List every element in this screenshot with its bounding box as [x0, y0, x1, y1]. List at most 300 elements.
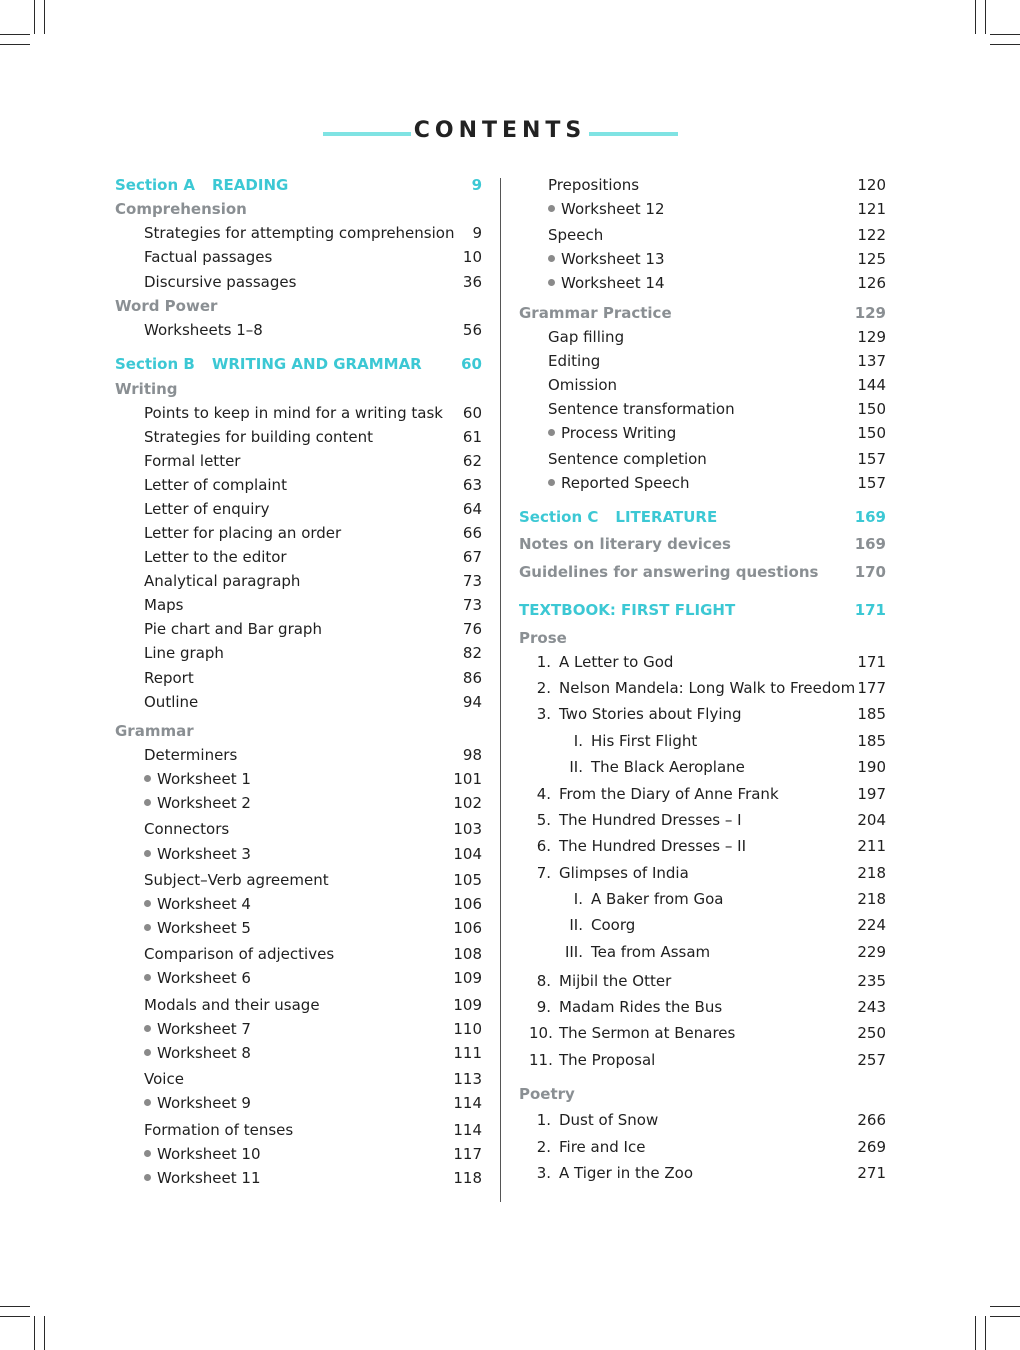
crop-mark	[0, 1316, 30, 1317]
toc-entry-title	[144, 546, 287, 568]
toc-entry-title	[144, 1143, 261, 1165]
entry-number: 3.	[536, 705, 551, 723]
entry-label: Formation of tenses	[144, 1121, 294, 1139]
page-number: 67	[462, 548, 482, 566]
toc-entry	[115, 594, 482, 616]
toc-entry-title	[548, 198, 665, 220]
toc-entry-title	[144, 618, 322, 640]
toc-entry	[115, 474, 482, 496]
page-title: CONTENTS	[413, 118, 587, 143]
crop-mark	[34, 0, 35, 34]
crop-mark	[975, 0, 976, 34]
toc-entry	[115, 319, 482, 341]
page-number: 63	[462, 476, 482, 494]
toc-entry	[519, 374, 886, 396]
page-number: 204	[857, 811, 886, 829]
page-number: 211	[857, 837, 886, 855]
section-prefix: Section A	[115, 176, 195, 194]
toc-entry	[115, 222, 482, 244]
toc-entry	[519, 398, 886, 420]
entry-label: Factual passages	[144, 248, 273, 266]
entry-label: Guidelines for answering questions	[519, 563, 819, 581]
toc-section-heading	[115, 353, 482, 375]
toc-entry-title	[529, 1109, 658, 1131]
page-number: 9	[471, 176, 482, 194]
entry-label: Subject–Verb agreement	[144, 871, 329, 889]
bullet-entry-label: Worksheet 1	[144, 770, 251, 788]
crop-mark	[975, 1316, 976, 1350]
entry-label: Outline	[144, 693, 199, 711]
toc-entry-title	[144, 994, 320, 1016]
crop-mark	[0, 44, 30, 45]
entry-number: 10.	[529, 1024, 553, 1042]
entry-number: 5.	[536, 811, 551, 829]
toc-entry-title	[144, 426, 373, 448]
toc-entry-title	[548, 224, 603, 246]
entry-label: Determiners	[144, 746, 238, 764]
toc-entry-title	[548, 374, 617, 396]
page-number: 129	[857, 328, 886, 346]
entry-label: Two Stories about Flying	[559, 705, 742, 723]
page-number: 82	[462, 644, 482, 662]
page-number: 177	[857, 679, 886, 697]
entry-label: Prepositions	[548, 176, 640, 194]
section-prefix: Section B	[115, 355, 195, 373]
toc-entry-title	[529, 677, 855, 699]
page-number: 94	[462, 693, 482, 711]
entry-label: Word Power	[115, 297, 218, 315]
toc-entry	[115, 893, 482, 915]
bullet-entry-label: Worksheet 11	[144, 1169, 261, 1187]
entry-label: Modals and their usage	[144, 996, 320, 1014]
entry-label: Sentence completion	[548, 450, 707, 468]
toc-entry	[115, 818, 482, 840]
page-number: 60	[462, 404, 482, 422]
page-number: 117	[453, 1145, 482, 1163]
page-number: 170	[854, 563, 886, 581]
page-number: 126	[857, 274, 886, 292]
page-number: 104	[453, 845, 482, 863]
page-number: 243	[857, 998, 886, 1016]
toc-entry	[115, 1018, 482, 1040]
entry-number: 2.	[536, 679, 551, 697]
toc-entry	[115, 1042, 482, 1064]
page-number: 106	[453, 895, 482, 913]
entry-label: Grammar Practice	[519, 304, 672, 322]
toc-entry	[115, 869, 482, 891]
toc-entry-title	[529, 835, 746, 857]
page-number: 171	[854, 601, 886, 619]
entry-label: Formal letter	[144, 452, 241, 470]
page-number: 122	[857, 226, 886, 244]
toc-entry-title	[529, 1049, 655, 1071]
bullet-entry-label: Worksheet 6	[144, 969, 251, 987]
toc-entry	[519, 1022, 886, 1044]
page-number: 121	[857, 200, 886, 218]
bullet-entry-label: Worksheet 7	[144, 1020, 251, 1038]
toc-entry-title	[529, 809, 742, 831]
toc-entry	[115, 246, 482, 268]
entry-label: The Sermon at Benares	[559, 1024, 736, 1042]
entry-label: A Baker from Goa	[591, 890, 724, 908]
entry-label: A Tiger in the Zoo	[559, 1164, 694, 1182]
toc-entry	[519, 651, 886, 673]
toc-entry-title	[553, 914, 635, 936]
entry-number: 4.	[536, 785, 551, 803]
entry-number: I.	[573, 732, 583, 750]
page-number: 266	[857, 1111, 886, 1129]
toc-entry-title	[144, 1119, 293, 1141]
toc-entry-title	[144, 498, 269, 520]
toc-entry-title	[548, 398, 735, 420]
toc-entry	[519, 756, 886, 778]
toc-entry	[519, 272, 886, 294]
entry-label: Connectors	[144, 820, 230, 838]
bullet-entry-label: Worksheet 10	[144, 1145, 261, 1163]
toc-entry-title	[548, 448, 707, 470]
toc-entry	[115, 522, 482, 544]
page-number: 120	[857, 176, 886, 194]
page-number: 114	[453, 1121, 482, 1139]
entry-label: Comprehension	[115, 200, 247, 218]
section-prefix: Section C	[519, 508, 599, 526]
bullet-entry-label: Worksheet 4	[144, 895, 251, 913]
entry-label: Discursive passages	[144, 273, 297, 291]
toc-entry	[519, 809, 886, 831]
section-label: LITERATURE	[615, 508, 718, 526]
bullet-entry-label: Worksheet 12	[548, 200, 665, 218]
toc-entry	[519, 326, 886, 348]
toc-subheading	[519, 627, 886, 649]
entry-number: II.	[569, 916, 583, 934]
toc-entry-title	[553, 730, 697, 752]
toc-entry	[115, 426, 482, 448]
toc-entry-title	[519, 1083, 575, 1105]
bullet-entry-label: Reported Speech	[548, 474, 690, 492]
toc-entry	[519, 198, 886, 220]
toc-entry-title	[115, 353, 422, 375]
page-number: 224	[857, 916, 886, 934]
toc-entry	[519, 888, 886, 910]
toc-entry-title	[144, 271, 296, 293]
toc-entry-title	[144, 792, 251, 814]
page-number: 9	[472, 224, 482, 242]
toc-entry-title	[553, 941, 710, 963]
toc-entry	[115, 546, 482, 568]
entry-label: Prose	[519, 629, 567, 647]
entry-label: Omission	[548, 376, 618, 394]
entry-label: Madam Rides the Bus	[559, 998, 723, 1016]
toc-entry	[115, 792, 482, 814]
crop-mark	[990, 1316, 1020, 1317]
toc-entry	[115, 402, 482, 424]
toc-entry	[519, 783, 886, 805]
toc-entry	[519, 730, 886, 752]
toc-entry	[115, 917, 482, 939]
crop-mark	[985, 1316, 986, 1350]
entry-label: Letter to the editor	[144, 548, 287, 566]
entry-label: Letter of enquiry	[144, 500, 270, 518]
entry-label: Line graph	[144, 644, 224, 662]
entry-label: Pie chart and Bar graph	[144, 620, 322, 638]
entry-label: Gap filling	[548, 328, 625, 346]
toc-entry	[519, 248, 886, 270]
page-number: 235	[857, 972, 886, 990]
page-number: 190	[857, 758, 886, 776]
toc-entry-title	[144, 843, 251, 865]
toc-entry	[115, 768, 482, 790]
toc-entry-title	[519, 533, 731, 555]
toc-entry-title	[519, 302, 672, 324]
entry-label: Poetry	[519, 1085, 575, 1103]
page-number: 150	[857, 400, 886, 418]
page-number: 157	[857, 450, 886, 468]
toc-entry	[519, 448, 886, 470]
toc-entry-title	[144, 1018, 251, 1040]
page-number: 61	[462, 428, 482, 446]
entry-label: Tea from Assam	[591, 943, 711, 961]
toc-entry	[115, 691, 482, 713]
entry-label: Coorg	[591, 916, 636, 934]
toc-entry-title	[553, 756, 745, 778]
crop-mark	[0, 34, 30, 35]
page-number: 125	[857, 250, 886, 268]
section-label: TEXTBOOK: FIRST FLIGHT	[519, 601, 736, 619]
toc-entry	[519, 1049, 886, 1071]
page-number: 109	[453, 996, 482, 1014]
toc-entry-title	[519, 599, 735, 621]
toc-entry-title	[519, 561, 818, 583]
page-number: 109	[453, 969, 482, 987]
page-number: 144	[857, 376, 886, 394]
toc-entry-title	[548, 422, 676, 444]
toc-subheading	[519, 533, 886, 555]
bullet-entry-label: Process Writing	[548, 424, 676, 442]
page-number: 76	[462, 620, 482, 638]
crop-mark	[44, 0, 45, 34]
toc-entry-title	[115, 720, 194, 742]
page-number: 86	[462, 669, 482, 687]
toc-entry-title	[548, 248, 665, 270]
toc-entry-title	[144, 917, 251, 939]
toc-subheading	[519, 1083, 886, 1105]
toc-entry	[519, 970, 886, 992]
toc-entry	[115, 667, 482, 689]
toc-entry	[519, 1136, 886, 1158]
toc-entry	[115, 943, 482, 965]
toc-entry-title	[144, 222, 454, 244]
toc-entry-title	[548, 174, 639, 196]
section-label: WRITING AND GRAMMAR	[211, 355, 422, 373]
page-number: 169	[854, 508, 886, 526]
toc-entry	[519, 1162, 886, 1184]
entry-label: Worksheets 1–8	[144, 321, 263, 339]
toc-entry	[115, 994, 482, 1016]
crop-mark	[990, 44, 1020, 45]
entry-label: Comparison of adjectives	[144, 945, 335, 963]
entry-label: Analytical paragraph	[144, 572, 301, 590]
entry-number: 6.	[536, 837, 551, 855]
toc-subheading	[115, 198, 482, 220]
toc-entry	[519, 835, 886, 857]
entry-label: Nelson Mandela: Long Walk to Freedom	[559, 679, 856, 697]
entry-label: Report	[144, 669, 194, 687]
toc-entry-title	[144, 691, 198, 713]
toc-subheading	[115, 378, 482, 400]
entry-label: The Hundred Dresses – I	[559, 811, 742, 829]
toc-entry-title	[529, 703, 742, 725]
toc-entry-title	[548, 472, 690, 494]
page-number: 171	[857, 653, 886, 671]
toc-subheading	[519, 302, 886, 324]
toc-entry-title	[529, 651, 673, 673]
toc-entry	[115, 450, 482, 472]
toc-entry	[519, 224, 886, 246]
toc-entry-title	[548, 326, 624, 348]
page-number: 137	[857, 352, 886, 370]
entry-label: Editing	[548, 352, 601, 370]
bullet-entry-label: Worksheet 14	[548, 274, 665, 292]
page-number: 229	[857, 943, 886, 961]
page-number: 269	[857, 1138, 886, 1156]
page-number: 185	[857, 732, 886, 750]
toc-entry	[519, 996, 886, 1018]
entry-number: 2.	[536, 1138, 551, 1156]
page-number: 113	[453, 1070, 482, 1088]
entry-label: His First Flight	[591, 732, 698, 750]
page-number: 114	[453, 1094, 482, 1112]
page-number: 185	[857, 705, 886, 723]
toc-entry-title	[519, 627, 567, 649]
page-number: 169	[854, 535, 886, 553]
toc-entry-title	[529, 783, 779, 805]
toc-entry	[519, 174, 886, 196]
page-number: 111	[453, 1044, 482, 1062]
page-number: 105	[453, 871, 482, 889]
page-number: 110	[453, 1020, 482, 1038]
entry-label: Voice	[144, 1070, 184, 1088]
entry-label: Notes on literary devices	[519, 535, 731, 553]
entry-number: 11.	[529, 1051, 553, 1069]
toc-entry	[115, 1119, 482, 1141]
title-bar-right	[589, 132, 678, 136]
page-number: 62	[462, 452, 482, 470]
toc-entry-title	[144, 1042, 251, 1064]
toc-entry	[115, 642, 482, 664]
toc-entry-title	[548, 272, 665, 294]
toc-entry-title	[115, 378, 178, 400]
toc-entry	[519, 941, 886, 963]
toc-entry-title	[144, 818, 229, 840]
page-number: 73	[462, 596, 482, 614]
entry-number: I.	[573, 890, 583, 908]
page-number: 118	[453, 1169, 482, 1187]
page-number: 218	[857, 890, 886, 908]
toc-entry	[115, 1068, 482, 1090]
bullet-entry-label: Worksheet 2	[144, 794, 251, 812]
entry-label: Grammar	[115, 722, 194, 740]
toc-entry	[115, 1092, 482, 1114]
entry-label: The Hundred Dresses – II	[559, 837, 747, 855]
entry-number: 7.	[536, 864, 551, 882]
toc-entry	[115, 1167, 482, 1189]
toc-entry-title	[529, 1022, 735, 1044]
entry-number: 1.	[536, 1111, 551, 1129]
toc-entry	[519, 914, 886, 936]
toc-entry-title	[144, 943, 334, 965]
page-number: 103	[453, 820, 482, 838]
page-number: 73	[462, 572, 482, 590]
page-number: 101	[453, 770, 482, 788]
toc-entry	[519, 862, 886, 884]
bullet-entry-label: Worksheet 8	[144, 1044, 251, 1062]
page-number: 102	[453, 794, 482, 812]
crop-mark	[0, 1306, 30, 1307]
entry-label: Points to keep in mind for a writing task	[144, 404, 443, 422]
page-number: 257	[857, 1051, 886, 1069]
toc-entry-title	[144, 474, 287, 496]
entry-label: From the Diary of Anne Frank	[559, 785, 779, 803]
toc-entry	[519, 677, 886, 699]
entry-label: Maps	[144, 596, 184, 614]
toc-entry-title	[144, 893, 251, 915]
entry-number: 1.	[536, 653, 551, 671]
toc-entry	[115, 271, 482, 293]
toc-entry-title	[144, 319, 263, 341]
toc-entry	[115, 570, 482, 592]
toc-section-heading	[519, 506, 886, 528]
toc-entry	[115, 744, 482, 766]
toc-entry-title	[144, 642, 224, 664]
entry-number: 9.	[536, 998, 551, 1016]
toc-entry-title	[115, 174, 288, 196]
column-divider	[500, 178, 501, 1202]
entry-label: Writing	[115, 380, 178, 398]
toc-entry	[115, 618, 482, 640]
toc-entry-title	[144, 1167, 261, 1189]
toc-entry-title	[144, 744, 237, 766]
toc-entry-title	[144, 594, 183, 616]
page-number: 66	[462, 524, 482, 542]
toc-entry	[115, 1143, 482, 1165]
entry-label: The Black Aeroplane	[591, 758, 745, 776]
entry-label: Glimpses of India	[559, 864, 689, 882]
entry-label: Letter of complaint	[144, 476, 287, 494]
page-number: 64	[462, 500, 482, 518]
toc-entry-title	[519, 506, 717, 528]
toc-entry-title	[144, 246, 272, 268]
toc-entry-title	[529, 996, 722, 1018]
page-number: 157	[857, 474, 886, 492]
page-number: 10	[462, 248, 482, 266]
section-label: READING	[212, 176, 289, 194]
crop-mark	[990, 1306, 1020, 1307]
entry-label: Sentence transformation	[548, 400, 735, 418]
entry-label: Mijbil the Otter	[559, 972, 672, 990]
toc-subheading	[115, 720, 482, 742]
toc-entry-title	[529, 1162, 693, 1184]
crop-mark	[44, 1316, 45, 1350]
bullet-entry-label: Worksheet 13	[548, 250, 665, 268]
toc-entry-title	[144, 768, 251, 790]
toc-entry-title	[144, 1068, 184, 1090]
page-header	[0, 118, 1020, 152]
toc-entry	[519, 1109, 886, 1131]
toc-entry-title	[529, 862, 689, 884]
entry-label: Speech	[548, 226, 604, 244]
bullet-entry-label: Worksheet 9	[144, 1094, 251, 1112]
entry-label: The Proposal	[559, 1051, 656, 1069]
